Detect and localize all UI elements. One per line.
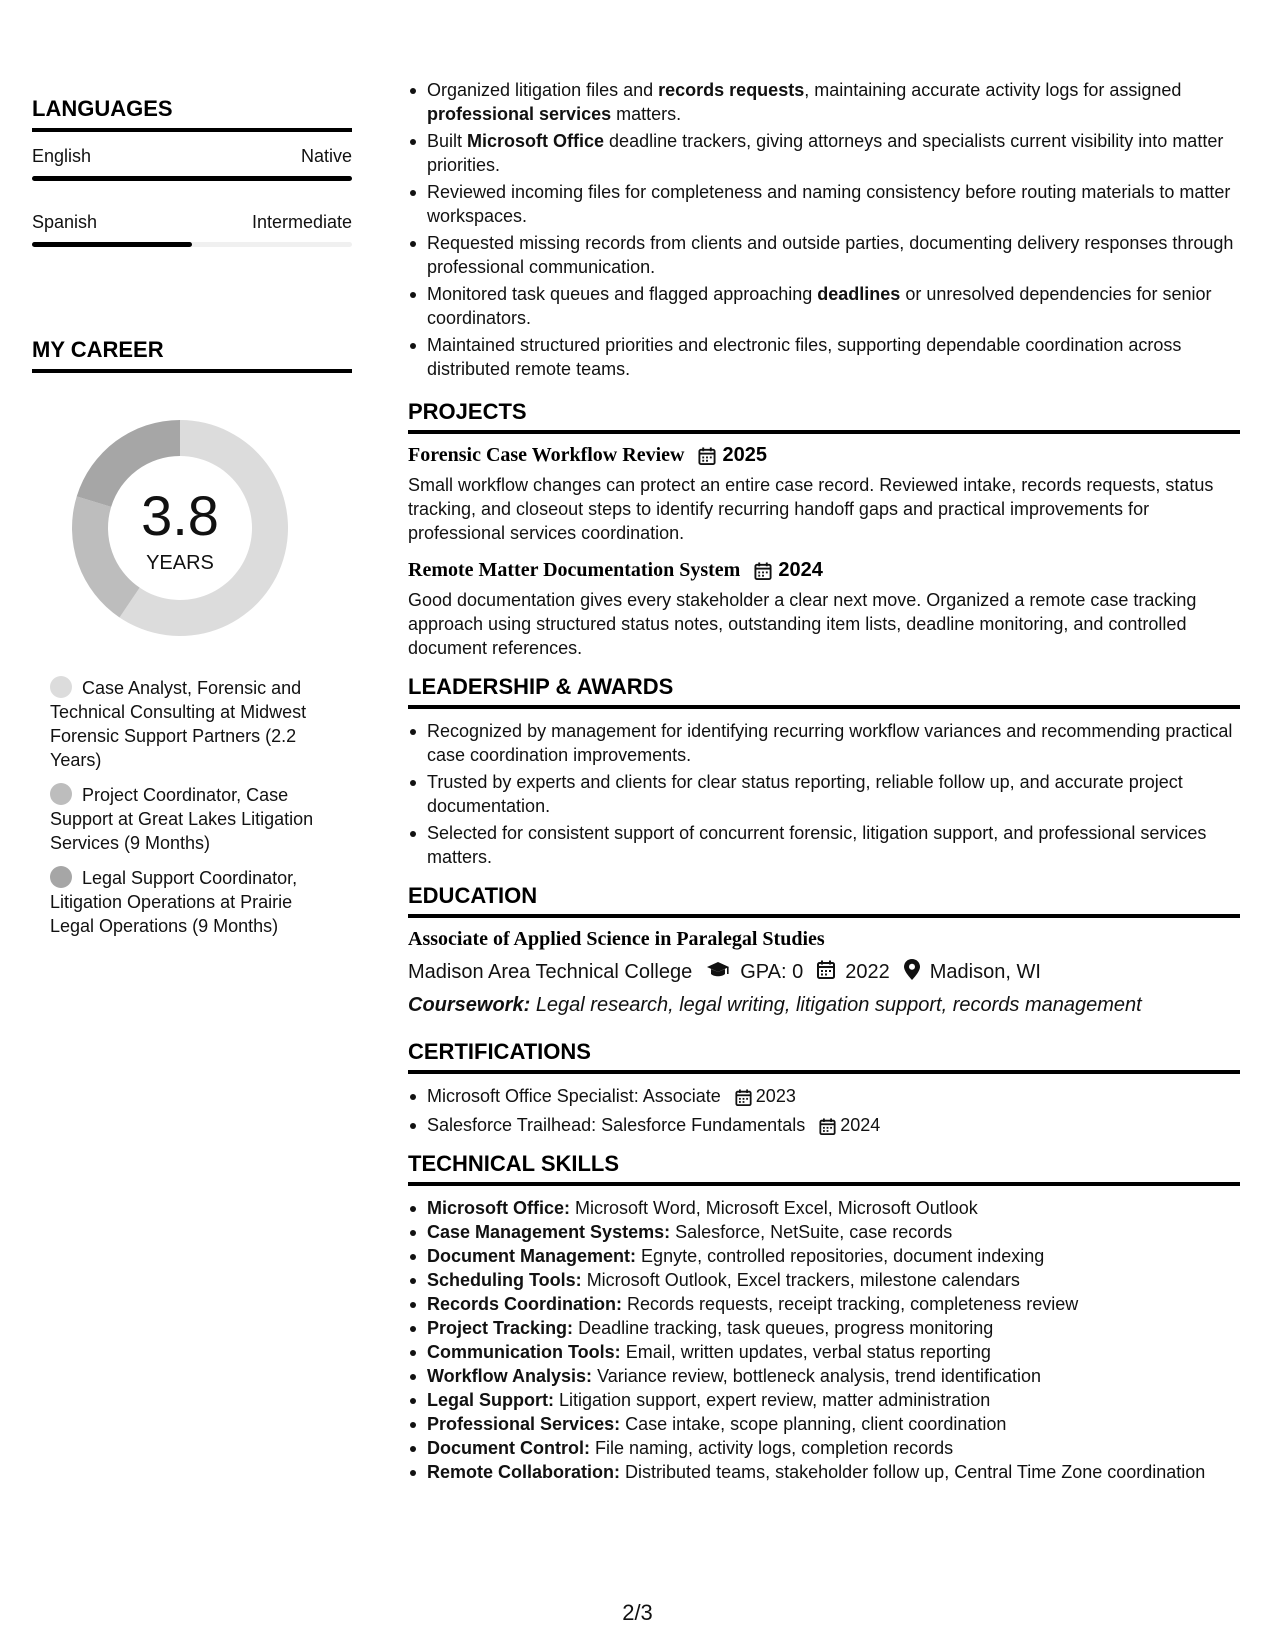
skill-label: Professional Services: — [427, 1414, 621, 1434]
keyword: professional services — [427, 104, 612, 124]
project-description: Good documentation gives every stakeholder a clear next move. Organized a remote case tracking approach using structured status notes, outstanding item lists, deadline monitoring, and controlled document references. — [408, 590, 1197, 658]
education-location: Madison, WI — [929, 961, 1041, 983]
project-header — [408, 559, 1240, 582]
page-number: 2/3 — [622, 1600, 653, 1625]
skill-item — [408, 1244, 1240, 1268]
language-level: Intermediate — [251, 212, 352, 232]
bullet-text: Organized litigation files and — [427, 80, 659, 100]
skill-value: Distributed teams, stakeholder follow up, Central Time Zone coordination — [625, 1462, 1206, 1482]
education-title: EDUCATION — [408, 883, 1240, 918]
certification-year: 2024 — [840, 1115, 881, 1135]
leadership-title: LEADERSHIP & AWARDS — [408, 674, 1240, 709]
career-section — [32, 337, 352, 373]
skill-value: Egnyte, controlled repositories, document indexing — [641, 1246, 1045, 1266]
certification-name: Salesforce Trailhead: Salesforce Fundamentals — [427, 1115, 806, 1135]
bullet-text: Monitored task queues and flagged approaching — [427, 284, 818, 304]
languages-title: LANGUAGES — [32, 96, 352, 132]
skill-item — [408, 1412, 1240, 1436]
language-row — [32, 212, 352, 233]
coursework-label: Coursework: — [408, 994, 531, 1016]
keyword: records requests — [658, 80, 805, 100]
skill-label: Project Tracking: — [427, 1318, 574, 1338]
project-item — [408, 559, 1240, 660]
languages-section — [32, 96, 352, 132]
education-gpa: GPA: 0 — [740, 961, 804, 983]
experience-bullet — [408, 282, 1240, 330]
career-list — [50, 676, 340, 949]
education-meta — [408, 959, 1240, 986]
skills-list — [408, 1196, 1240, 1484]
skill-value: Records requests, receipt tracking, completeness review — [627, 1294, 1079, 1314]
skill-item — [408, 1436, 1240, 1460]
skill-value: Litigation support, expert review, matter administration — [559, 1390, 991, 1410]
language-bar — [32, 176, 352, 181]
skill-item — [408, 1388, 1240, 1412]
skill-item — [408, 1364, 1240, 1388]
skill-label: Microsoft Office: — [427, 1198, 571, 1218]
project-year: 2025 — [722, 444, 767, 466]
skill-item — [408, 1268, 1240, 1292]
skill-value: Salesforce, NetSuite, case records — [675, 1222, 953, 1242]
skill-label: Workflow Analysis: — [427, 1366, 593, 1386]
skill-value: Microsoft Word, Microsoft Excel, Microsoft Outlook — [575, 1198, 978, 1218]
education-coursework — [408, 994, 1240, 1017]
language-bar-fill — [32, 176, 352, 181]
language-name: Spanish — [32, 212, 98, 232]
language-bar — [32, 242, 352, 247]
project-header — [408, 444, 1240, 467]
certifications-list — [408, 1084, 1240, 1137]
project-name: Remote Matter Documentation System — [408, 559, 741, 581]
language-name: English — [32, 146, 92, 166]
bullet-text: matters. — [611, 104, 682, 124]
skill-value: Deadline tracking, task queues, progress monitoring — [578, 1318, 994, 1338]
career-item-text: Project Coordinator, Case Support at Great Lakes Litigation Services (9 Months) — [50, 785, 314, 853]
project-item — [408, 444, 1240, 545]
projects-title: PROJECTS — [408, 399, 1240, 434]
projects-list — [408, 444, 1240, 660]
leadership-list — [408, 719, 1240, 869]
skill-value: File naming, activity logs, completion records — [595, 1438, 954, 1458]
bullet-text: Built — [427, 131, 468, 151]
legend-dot — [50, 783, 72, 805]
skill-label: Communication Tools: — [427, 1342, 621, 1362]
bullet-text: Reviewed incoming files for completeness and naming consistency before routing materials to matter workspaces. — [427, 182, 1231, 226]
bullet-text: or unresolved dependencies for senior coordinators. — [427, 284, 1212, 328]
skill-item — [408, 1220, 1240, 1244]
skill-item — [408, 1196, 1240, 1220]
skill-item — [408, 1340, 1240, 1364]
certification-name: Microsoft Office Specialist: Associate — [427, 1086, 721, 1106]
bullet-text: , maintaining accurate activity logs for assigned — [804, 80, 1182, 100]
experience-bullets — [408, 78, 1240, 381]
experience-bullet — [408, 180, 1240, 228]
keyword: deadlines — [817, 284, 901, 304]
certification-item — [408, 1084, 1240, 1108]
skill-value: Microsoft Outlook, Excel trackers, milestone calendars — [586, 1270, 1020, 1290]
certification-year: 2023 — [755, 1086, 796, 1106]
legend-dot — [50, 866, 72, 888]
location-pin-icon — [904, 959, 920, 986]
experience-bullet — [408, 129, 1240, 177]
skill-label: Case Management Systems: — [427, 1222, 671, 1242]
bullet-text: deadline trackers, giving attorneys and specialists current visibility into matter priorities. — [427, 131, 1224, 175]
education-year: 2022 — [845, 961, 890, 983]
bullet-text: Maintained structured priorities and electronic files, supporting dependable coordination across distributed remote teams. — [427, 335, 1182, 379]
project-year: 2024 — [778, 559, 823, 581]
skill-label: Legal Support: — [427, 1390, 554, 1410]
skills-title: TECHNICAL SKILLS — [408, 1151, 1240, 1186]
career-donut-chart — [65, 413, 295, 643]
career-item — [50, 676, 340, 772]
legend-dot — [50, 676, 72, 698]
career-item — [50, 866, 340, 938]
skill-label: Document Management: — [427, 1246, 637, 1266]
career-item-text: Case Analyst, Forensic and Technical Consulting at Midwest Forensic Support Partners (2.2 Years) — [50, 678, 307, 770]
skill-label: Remote Collaboration: — [427, 1462, 621, 1482]
skill-value: Variance review, bottleneck analysis, trend identification — [597, 1366, 1041, 1386]
skill-value: Email, written updates, verbal status reporting — [625, 1342, 991, 1362]
calendar-icon — [735, 1088, 752, 1105]
education-degree: Associate of Applied Science in Paralegal Studies — [408, 928, 825, 950]
leadership-item: Trusted by experts and clients for clear status reporting, reliable follow up, and accurate project documentation. — [408, 770, 1240, 818]
skill-value: Case intake, scope planning, client coordination — [625, 1414, 1007, 1434]
calendar-icon — [817, 960, 835, 985]
certifications-title: CERTIFICATIONS — [408, 1039, 1240, 1074]
experience-bullet — [408, 231, 1240, 279]
main-content — [408, 78, 1240, 1484]
calendar-icon — [698, 447, 716, 465]
language-row — [32, 146, 352, 167]
keyword: Microsoft Office — [467, 131, 605, 151]
calendar-icon — [754, 562, 772, 580]
project-name: Forensic Case Workflow Review — [408, 444, 685, 466]
leadership-item: Selected for consistent support of concurrent forensic, litigation support, and professional services matters. — [408, 821, 1240, 869]
calendar-icon — [819, 1117, 836, 1134]
skill-label: Records Coordination: — [427, 1294, 623, 1314]
education-school: Madison Area Technical College — [408, 961, 693, 983]
career-total-unit: YEARS — [146, 551, 214, 574]
language-level: Native — [300, 146, 352, 166]
career-item — [50, 783, 340, 855]
bullet-text: Requested missing records from clients and outside parties, documenting delivery responses through professional communication. — [427, 233, 1234, 277]
career-title: MY CAREER — [32, 337, 352, 373]
certification-item — [408, 1113, 1240, 1137]
skill-item — [408, 1460, 1240, 1484]
career-total-value: 3.8 — [141, 483, 219, 547]
career-item-text: Legal Support Coordinator, Litigation Operations at Prairie Legal Operations (9 Months) — [50, 868, 298, 936]
coursework-text: Legal research, legal writing, litigation support, records management — [535, 994, 1142, 1016]
experience-bullet — [408, 78, 1240, 126]
donut-center — [65, 413, 295, 643]
graduation-cap-icon — [706, 961, 730, 985]
skill-label: Scheduling Tools: — [427, 1270, 582, 1290]
skill-item — [408, 1316, 1240, 1340]
leadership-item: Recognized by management for identifying recurring workflow variances and recommending practical case coordination improvements. — [408, 719, 1240, 767]
skill-item — [408, 1292, 1240, 1316]
language-bar-fill — [32, 242, 192, 247]
project-description: Small workflow changes can protect an entire case record. Reviewed intake, records requests, status tracking, and closeout steps to identify recurring handoff gaps and practical improvements for professional services coordination. — [408, 475, 1214, 543]
skill-label: Document Control: — [427, 1438, 590, 1458]
experience-bullet — [408, 333, 1240, 381]
